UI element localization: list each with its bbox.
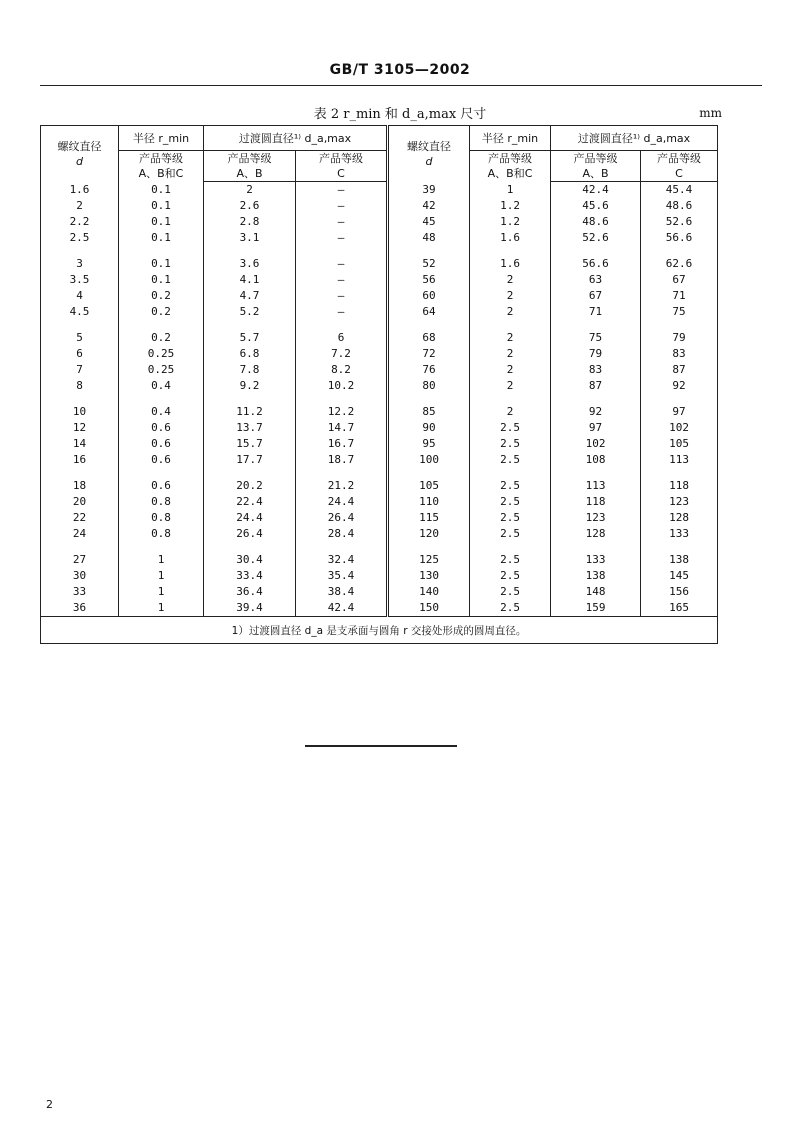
table-row — [41, 362, 718, 378]
grade-c: C — [296, 166, 388, 182]
cell-thread-diameter: 48 — [388, 230, 470, 246]
cell-da-ab: 148 — [551, 584, 641, 600]
cell-radius: 0.6 — [119, 452, 204, 468]
cell-da-c: 156 — [641, 584, 718, 600]
table-row — [41, 584, 718, 600]
col-header-thread-diameter: 螺纹直径 d — [57, 139, 102, 168]
spacer-cell — [119, 542, 204, 552]
cell-thread-diameter: 1.6 — [69, 182, 90, 196]
cell-da-ab: 123 — [551, 510, 641, 526]
cell-radius: 2 — [470, 362, 551, 378]
cell-thread-diameter: 125 — [388, 552, 470, 568]
cell-da-c: 105 — [641, 436, 718, 452]
table-row — [41, 452, 718, 468]
spacer-cell — [551, 246, 641, 256]
cell-radius: 1.2 — [470, 214, 551, 230]
spacer-cell — [388, 320, 470, 330]
group-spacer — [41, 468, 718, 478]
header-rule — [40, 85, 762, 86]
cell-thread-diameter: 120 — [388, 526, 470, 542]
cell-da-ab: 79 — [551, 346, 641, 362]
grade-header-ab-right: 产品等级 — [551, 151, 641, 167]
cell-da-ab: 2.8 — [204, 214, 296, 230]
spacer-cell — [388, 542, 470, 552]
spacer-cell — [296, 542, 388, 552]
cell-thread-diameter: 130 — [388, 568, 470, 584]
cell-radius: 2 — [470, 272, 551, 288]
cell-da-ab: 2 — [204, 182, 296, 199]
cell-thread-diameter: 3.5 — [69, 273, 90, 286]
cell-thread-diameter: 5 — [76, 331, 83, 344]
cell-radius: 1 — [119, 568, 204, 584]
cell-da-c: — — [296, 182, 388, 199]
cell-da-ab: 2.6 — [204, 198, 296, 214]
group-spacer — [41, 320, 718, 330]
cell-da-c: — — [296, 288, 388, 304]
table-row — [41, 272, 718, 288]
cell-da-c: — — [296, 272, 388, 288]
cell-da-ab: 22.4 — [204, 494, 296, 510]
cell-da-c: 118 — [641, 478, 718, 494]
cell-radius: 1.6 — [470, 256, 551, 272]
spacer-cell — [204, 320, 296, 330]
cell-da-ab: 138 — [551, 568, 641, 584]
cell-radius: 0.8 — [119, 494, 204, 510]
cell-thread-diameter: 80 — [388, 378, 470, 394]
spacer-cell — [388, 468, 470, 478]
spacer-cell — [470, 320, 551, 330]
cell-radius: 2.5 — [470, 600, 551, 617]
cell-thread-diameter: 150 — [388, 600, 470, 617]
table-row — [41, 510, 718, 526]
cell-radius: 2.5 — [470, 584, 551, 600]
spacer-cell — [204, 394, 296, 404]
cell-da-ab: 75 — [551, 330, 641, 346]
cell-radius: 0.1 — [119, 272, 204, 288]
dimension-table — [40, 125, 718, 644]
cell-thread-diameter: 18 — [72, 479, 87, 492]
table-row — [41, 420, 718, 436]
cell-radius: 0.1 — [119, 214, 204, 230]
table-row — [41, 600, 718, 617]
spacer-cell — [204, 246, 296, 256]
cell-da-c: 52.6 — [641, 214, 718, 230]
cell-radius: 2.5 — [470, 478, 551, 494]
cell-radius: 0.4 — [119, 404, 204, 420]
spacer-cell — [204, 468, 296, 478]
cell-da-c: 79 — [641, 330, 718, 346]
cell-da-ab: 6.8 — [204, 346, 296, 362]
cell-da-ab: 102 — [551, 436, 641, 452]
spacer-cell — [296, 394, 388, 404]
cell-thread-diameter: 14 — [72, 437, 87, 450]
table-row — [41, 346, 718, 362]
cell-radius: 0.1 — [119, 230, 204, 246]
cell-da-ab: 3.1 — [204, 230, 296, 246]
col-header-radius: 半径 r_min — [119, 126, 204, 151]
cell-thread-diameter: 110 — [388, 494, 470, 510]
cell-radius: 2 — [470, 288, 551, 304]
cell-da-c: 10.2 — [296, 378, 388, 394]
cell-radius: 0.25 — [119, 346, 204, 362]
cell-da-c: — — [296, 230, 388, 246]
cell-da-ab: 48.6 — [551, 214, 641, 230]
cell-thread-diameter: 45 — [388, 214, 470, 230]
cell-da-c: 87 — [641, 362, 718, 378]
cell-radius: 0.2 — [119, 288, 204, 304]
cell-da-c: 138 — [641, 552, 718, 568]
table-row — [41, 478, 718, 494]
cell-thread-diameter: 64 — [388, 304, 470, 320]
cell-da-c: 14.7 — [296, 420, 388, 436]
grade-header-c-right: 产品等级 — [641, 151, 718, 167]
spacer-cell — [641, 542, 718, 552]
spacer-cell — [470, 542, 551, 552]
cell-thread-diameter: 4.5 — [69, 305, 90, 318]
table-row — [41, 568, 718, 584]
col-header-transition-diameter-right: 过渡圆直径¹⁾ d_a,max — [551, 126, 718, 151]
cell-da-c: 92 — [641, 378, 718, 394]
cell-thread-diameter: 24 — [72, 527, 87, 540]
spacer-cell — [119, 320, 204, 330]
cell-da-ab: 52.6 — [551, 230, 641, 246]
table-caption: 表 2 r_min 和 d_a,max 尺寸 — [313, 107, 487, 122]
grade-header-c: 产品等级 — [296, 151, 388, 167]
cell-da-ab: 108 — [551, 452, 641, 468]
cell-thread-diameter: 68 — [388, 330, 470, 346]
cell-da-c: 42.4 — [296, 600, 388, 617]
cell-radius: 2.5 — [470, 436, 551, 452]
cell-radius: 1 — [119, 584, 204, 600]
cell-radius: 1.6 — [470, 230, 551, 246]
cell-radius: 0.1 — [119, 198, 204, 214]
cell-da-ab: 15.7 — [204, 436, 296, 452]
cell-radius: 2.5 — [470, 452, 551, 468]
cell-radius: 0.1 — [119, 256, 204, 272]
cell-thread-diameter: 4 — [76, 289, 83, 302]
cell-radius: 1.2 — [470, 198, 551, 214]
cell-da-ab: 17.7 — [204, 452, 296, 468]
group-spacer — [41, 246, 718, 256]
cell-da-ab: 3.6 — [204, 256, 296, 272]
cell-radius: 0.8 — [119, 526, 204, 542]
col-header-thread-diameter-right: 螺纹直径 d — [388, 126, 470, 182]
spacer-cell — [41, 542, 119, 552]
cell-thread-diameter: 12 — [72, 421, 87, 434]
table-row — [41, 526, 718, 542]
cell-radius: 2 — [470, 304, 551, 320]
cell-da-ab: 5.7 — [204, 330, 296, 346]
cell-thread-diameter: 27 — [72, 553, 87, 566]
cell-da-ab: 4.7 — [204, 288, 296, 304]
cell-thread-diameter: 140 — [388, 584, 470, 600]
cell-thread-diameter: 30 — [72, 569, 87, 582]
cell-da-c: 38.4 — [296, 584, 388, 600]
cell-da-ab: 45.6 — [551, 198, 641, 214]
cell-da-c: 133 — [641, 526, 718, 542]
cell-da-c: 12.2 — [296, 404, 388, 420]
cell-thread-diameter: 42 — [388, 198, 470, 214]
spacer-cell — [296, 320, 388, 330]
cell-thread-diameter: 10 — [72, 405, 87, 418]
cell-da-c: 35.4 — [296, 568, 388, 584]
table-row — [41, 182, 718, 199]
spacer-cell — [296, 468, 388, 478]
cell-da-ab: 20.2 — [204, 478, 296, 494]
spacer-cell — [41, 246, 119, 256]
cell-da-c: 97 — [641, 404, 718, 420]
cell-da-ab: 133 — [551, 552, 641, 568]
cell-da-c: 71 — [641, 288, 718, 304]
table-body — [41, 182, 718, 617]
cell-radius: 2 — [470, 346, 551, 362]
spacer-cell — [641, 468, 718, 478]
spacer-cell — [551, 542, 641, 552]
cell-da-ab: 56.6 — [551, 256, 641, 272]
cell-radius: 2.5 — [470, 526, 551, 542]
spacer-cell — [551, 394, 641, 404]
cell-da-ab: 30.4 — [204, 552, 296, 568]
grade-c-right: C — [641, 166, 718, 182]
spacer-cell — [641, 394, 718, 404]
cell-radius: 1 — [119, 600, 204, 617]
cell-radius: 0.6 — [119, 478, 204, 494]
col-header-transition-diameter: 过渡圆直径¹⁾ d_a,max — [204, 126, 388, 151]
cell-thread-diameter: 39 — [388, 182, 470, 199]
cell-da-c: 21.2 — [296, 478, 388, 494]
cell-da-c: 32.4 — [296, 552, 388, 568]
cell-radius: 0.8 — [119, 510, 204, 526]
cell-da-ab: 13.7 — [204, 420, 296, 436]
cell-da-ab: 5.2 — [204, 304, 296, 320]
cell-da-ab: 71 — [551, 304, 641, 320]
cell-thread-diameter: 76 — [388, 362, 470, 378]
table-row — [41, 214, 718, 230]
cell-thread-diameter: 90 — [388, 420, 470, 436]
cell-thread-diameter: 56 — [388, 272, 470, 288]
cell-da-ab: 92 — [551, 404, 641, 420]
cell-radius: 2.5 — [470, 494, 551, 510]
table-row — [41, 436, 718, 452]
grade-header-abc: 产品等级 A、B和C — [119, 151, 204, 182]
spacer-cell — [119, 394, 204, 404]
cell-thread-diameter: 60 — [388, 288, 470, 304]
cell-radius: 1 — [470, 182, 551, 199]
grade-header-abc-right: 产品等级 A、B和C — [470, 151, 551, 182]
cell-da-c: 28.4 — [296, 526, 388, 542]
spacer-cell — [470, 468, 551, 478]
cell-da-c: — — [296, 304, 388, 320]
cell-radius: 2 — [470, 378, 551, 394]
spacer-cell — [41, 468, 119, 478]
table-row — [41, 288, 718, 304]
cell-da-ab: 63 — [551, 272, 641, 288]
cell-da-c: 123 — [641, 494, 718, 510]
table-row — [41, 304, 718, 320]
cell-da-c: 26.4 — [296, 510, 388, 526]
cell-da-c: 165 — [641, 600, 718, 617]
cell-radius: 2 — [470, 404, 551, 420]
spacer-cell — [388, 394, 470, 404]
cell-da-ab: 11.2 — [204, 404, 296, 420]
cell-da-c: 67 — [641, 272, 718, 288]
spacer-cell — [388, 246, 470, 256]
spacer-cell — [641, 246, 718, 256]
cell-da-c: — — [296, 256, 388, 272]
end-rule — [305, 745, 457, 747]
spacer-cell — [296, 246, 388, 256]
cell-da-ab: 128 — [551, 526, 641, 542]
cell-da-ab: 83 — [551, 362, 641, 378]
cell-radius: 0.6 — [119, 436, 204, 452]
table-row — [41, 330, 718, 346]
cell-thread-diameter: 7 — [76, 363, 83, 376]
cell-thread-diameter: 72 — [388, 346, 470, 362]
col-header-radius-right: 半径 r_min — [470, 126, 551, 151]
cell-da-ab: 39.4 — [204, 600, 296, 617]
spacer-cell — [470, 246, 551, 256]
table-row — [41, 552, 718, 568]
grade-ab-right: A、B — [551, 166, 641, 182]
cell-thread-diameter: 2.2 — [69, 215, 90, 228]
cell-da-c: 56.6 — [641, 230, 718, 246]
cell-da-ab: 4.1 — [204, 272, 296, 288]
cell-radius: 2.5 — [470, 552, 551, 568]
cell-radius: 0.4 — [119, 378, 204, 394]
spacer-cell — [119, 468, 204, 478]
cell-da-c: 45.4 — [641, 182, 718, 199]
cell-da-c: 75 — [641, 304, 718, 320]
cell-thread-diameter: 95 — [388, 436, 470, 452]
cell-thread-diameter: 33 — [72, 585, 87, 598]
cell-thread-diameter: 22 — [72, 511, 87, 524]
cell-da-c: 113 — [641, 452, 718, 468]
grade-ab: A、B — [204, 166, 296, 182]
spacer-cell — [551, 320, 641, 330]
group-spacer — [41, 542, 718, 552]
cell-da-ab: 113 — [551, 478, 641, 494]
table-row — [41, 198, 718, 214]
cell-da-c: 62.6 — [641, 256, 718, 272]
cell-da-c: 16.7 — [296, 436, 388, 452]
cell-da-ab: 9.2 — [204, 378, 296, 394]
cell-thread-diameter: 100 — [388, 452, 470, 468]
cell-thread-diameter: 2 — [76, 199, 83, 212]
cell-da-ab: 7.8 — [204, 362, 296, 378]
cell-thread-diameter: 2.5 — [69, 231, 90, 244]
spacer-cell — [41, 394, 119, 404]
spacer-cell — [641, 320, 718, 330]
cell-thread-diameter: 52 — [388, 256, 470, 272]
group-spacer — [41, 394, 718, 404]
cell-radius: 1 — [119, 552, 204, 568]
cell-da-ab: 24.4 — [204, 510, 296, 526]
cell-da-c: 7.2 — [296, 346, 388, 362]
cell-da-c: 83 — [641, 346, 718, 362]
cell-radius: 0.25 — [119, 362, 204, 378]
cell-da-ab: 159 — [551, 600, 641, 617]
page-number: 2 — [46, 1098, 53, 1111]
cell-radius: 2.5 — [470, 568, 551, 584]
cell-radius: 0.6 — [119, 420, 204, 436]
cell-da-ab: 36.4 — [204, 584, 296, 600]
cell-da-c: 145 — [641, 568, 718, 584]
cell-da-c: 102 — [641, 420, 718, 436]
cell-thread-diameter: 8 — [76, 379, 83, 392]
cell-thread-diameter: 6 — [76, 347, 83, 360]
table-row — [41, 378, 718, 394]
cell-da-ab: 26.4 — [204, 526, 296, 542]
cell-radius: 0.2 — [119, 304, 204, 320]
cell-da-c: 8.2 — [296, 362, 388, 378]
cell-da-c: — — [296, 198, 388, 214]
cell-da-ab: 97 — [551, 420, 641, 436]
cell-radius: 2 — [470, 330, 551, 346]
cell-da-ab: 118 — [551, 494, 641, 510]
cell-thread-diameter: 115 — [388, 510, 470, 526]
cell-da-c: 48.6 — [641, 198, 718, 214]
cell-radius: 0.2 — [119, 330, 204, 346]
table-row — [41, 494, 718, 510]
table-row — [41, 230, 718, 246]
cell-da-c: 24.4 — [296, 494, 388, 510]
cell-da-c: 18.7 — [296, 452, 388, 468]
cell-radius: 0.1 — [119, 182, 204, 199]
cell-thread-diameter: 105 — [388, 478, 470, 494]
cell-thread-diameter: 16 — [72, 453, 87, 466]
spacer-cell — [119, 246, 204, 256]
cell-radius: 2.5 — [470, 420, 551, 436]
cell-thread-diameter: 3 — [76, 257, 83, 270]
table-footnote: 1）过渡圆直径 d_a 是支承面与圆角 r 交接处形成的圆周直径。 — [41, 617, 718, 644]
spacer-cell — [41, 320, 119, 330]
cell-thread-diameter: 20 — [72, 495, 87, 508]
cell-da-ab: 67 — [551, 288, 641, 304]
table-row — [41, 404, 718, 420]
cell-radius: 2.5 — [470, 510, 551, 526]
cell-da-ab: 33.4 — [204, 568, 296, 584]
unit-label: mm — [699, 106, 722, 120]
cell-da-ab: 42.4 — [551, 182, 641, 199]
spacer-cell — [470, 394, 551, 404]
cell-da-ab: 87 — [551, 378, 641, 394]
cell-da-c: 6 — [296, 330, 388, 346]
standard-number: GB/T 3105—2002 — [329, 62, 471, 78]
spacer-cell — [551, 468, 641, 478]
spacer-cell — [204, 542, 296, 552]
cell-thread-diameter: 36 — [72, 601, 87, 614]
cell-thread-diameter: 85 — [388, 404, 470, 420]
cell-da-c: 128 — [641, 510, 718, 526]
table-row — [41, 256, 718, 272]
cell-da-c: — — [296, 214, 388, 230]
grade-header-ab: 产品等级 — [204, 151, 296, 167]
